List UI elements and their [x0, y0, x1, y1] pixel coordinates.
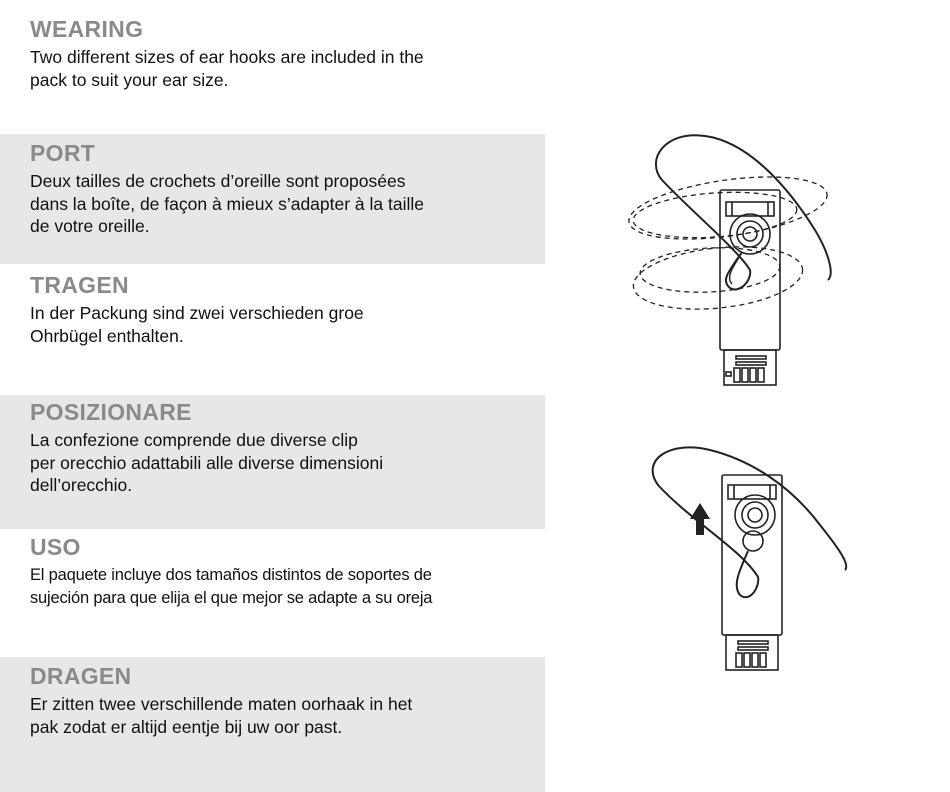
- text-uso: El paquete incluye dos tamaños distintos de soportes de sujeción para que elija el que mejor se adapte a su oreja: [30, 566, 433, 607]
- headset-ear-hook-sizes-illustration: [620, 130, 860, 400]
- heading-posizionare: POSIZIONARE: [30, 399, 192, 425]
- section-french: [0, 134, 545, 264]
- headset-ear-hook-attach-illustration: [640, 445, 860, 675]
- heading-port: PORT: [30, 140, 96, 166]
- heading-dragen: DRAGEN: [30, 663, 132, 689]
- section-dutch: [0, 657, 545, 792]
- section-german: [0, 264, 545, 395]
- text-wearing: Two different sizes of ear hooks are included in the pack to suit your ear size.: [30, 47, 424, 90]
- heading-uso: USO: [30, 534, 81, 560]
- section-italian: [0, 395, 545, 529]
- text-port: Deux tailles de crochets d’oreille sont proposées dans la boîte, de façon à mieux s’adapter à la taille de votre oreille.: [30, 171, 424, 236]
- section-english: [0, 16, 545, 134]
- text-posizionare: La confezione comprende due diverse clip per orecchio adattabili alle diverse dimensioni dell’orecchio.: [30, 430, 384, 495]
- section-spanish: [0, 529, 545, 657]
- heading-wearing: WEARING: [30, 16, 144, 42]
- heading-tragen: TRAGEN: [30, 272, 129, 298]
- text-tragen: In der Packung sind zwei verschieden groe Ohrbügel enthalten.: [30, 303, 364, 346]
- text-dragen: Er zitten twee verschillende maten oorhaak in het pak zodat er altijd eentje bij uw oor past.: [30, 694, 413, 737]
